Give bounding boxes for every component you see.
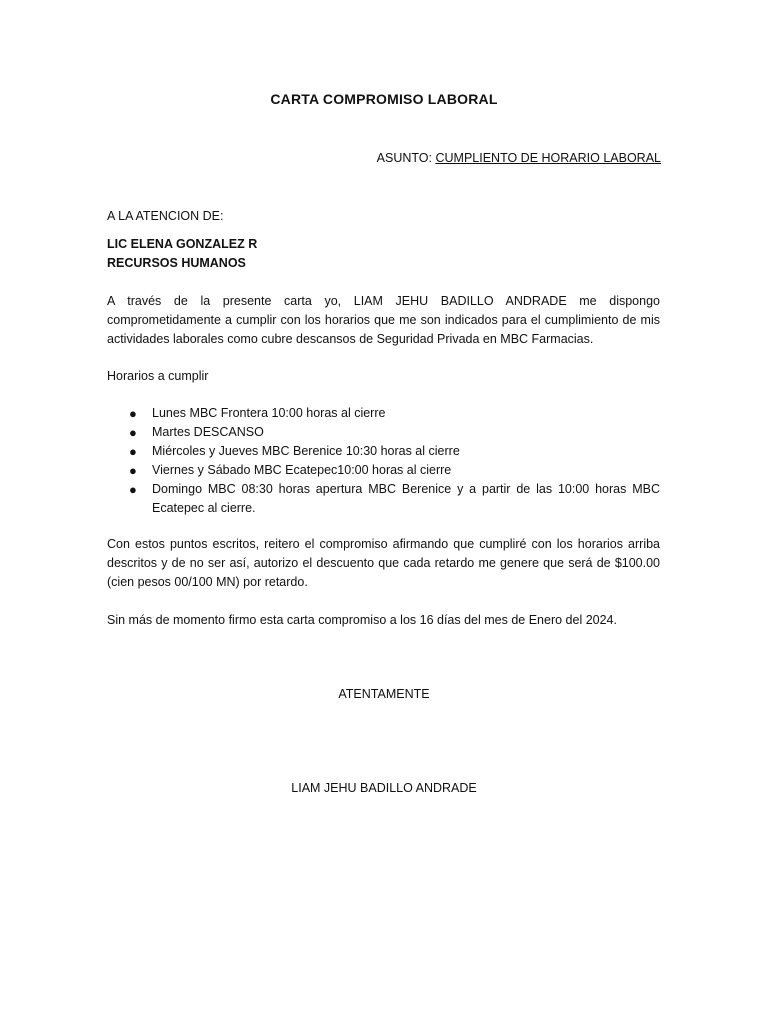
schedule-label: Horarios a cumplir	[107, 369, 209, 383]
attention-label: A LA ATENCION DE:	[107, 209, 224, 223]
schedule-item-text: Domingo MBC 08:30 horas apertura MBC Berenice y a partir de las 10:00 horas MBC Ecatepec al cierre.	[152, 482, 660, 515]
recipient-block	[107, 235, 257, 273]
list-item	[107, 442, 660, 461]
list-item	[107, 480, 660, 518]
subject-value: CUMPLIENTO DE HORARIO LABORAL	[435, 151, 661, 165]
bullet-icon: ●	[129, 406, 137, 421]
bullet-icon: ●	[129, 425, 137, 440]
closing-text: ATENTAMENTE	[338, 687, 430, 701]
schedule-list	[107, 404, 660, 518]
recipient-name: LIC ELENA GONZALEZ R	[107, 237, 258, 251]
bullet-icon: ●	[129, 444, 137, 459]
bullet-icon: ●	[129, 482, 137, 497]
subject-line	[377, 149, 661, 168]
signature-name: LIAM JEHU BADILLO ANDRADE	[291, 781, 477, 795]
bullet-icon: ●	[129, 463, 137, 478]
schedule-item-text: Martes DESCANSO	[152, 425, 264, 439]
schedule-item-text: Viernes y Sábado MBC Ecatepec10:00 horas al cierre	[152, 463, 452, 477]
recipient-department: RECURSOS HUMANOS	[107, 256, 246, 270]
commitment-paragraph: Con estos puntos escritos, reitero el compromiso afirmando que cumpliré con los horarios arriba descritos y de no ser así, autorizo el descuento que cada retardo me genere que será de $100.00 (cien pesos 00/100 MN) por retardo.	[107, 537, 660, 589]
schedule-item-text: Miércoles y Jueves MBC Berenice 10:30 horas al cierre	[152, 444, 460, 458]
signature-date-paragraph: Sin más de momento firmo esta carta compromiso a los 16 días del mes de Enero del 2024.	[107, 613, 617, 627]
subject-label: ASUNTO:	[376, 151, 436, 165]
list-item	[107, 461, 660, 480]
list-item	[107, 423, 660, 442]
intro-paragraph: A través de la presente carta yo, LIAM JEHU BADILLO ANDRADE me dispongo comprometidamente a cumplir con los horarios que me son indicados para el cumplimiento de mis actividades laborales como cubre descansos de Seguridad Privada en MBC Farmacias.	[107, 294, 660, 346]
schedule-item-text: Lunes MBC Frontera 10:00 horas al cierre	[152, 406, 386, 420]
list-item	[107, 404, 660, 423]
letter-title: CARTA COMPROMISO LABORAL	[270, 91, 498, 107]
